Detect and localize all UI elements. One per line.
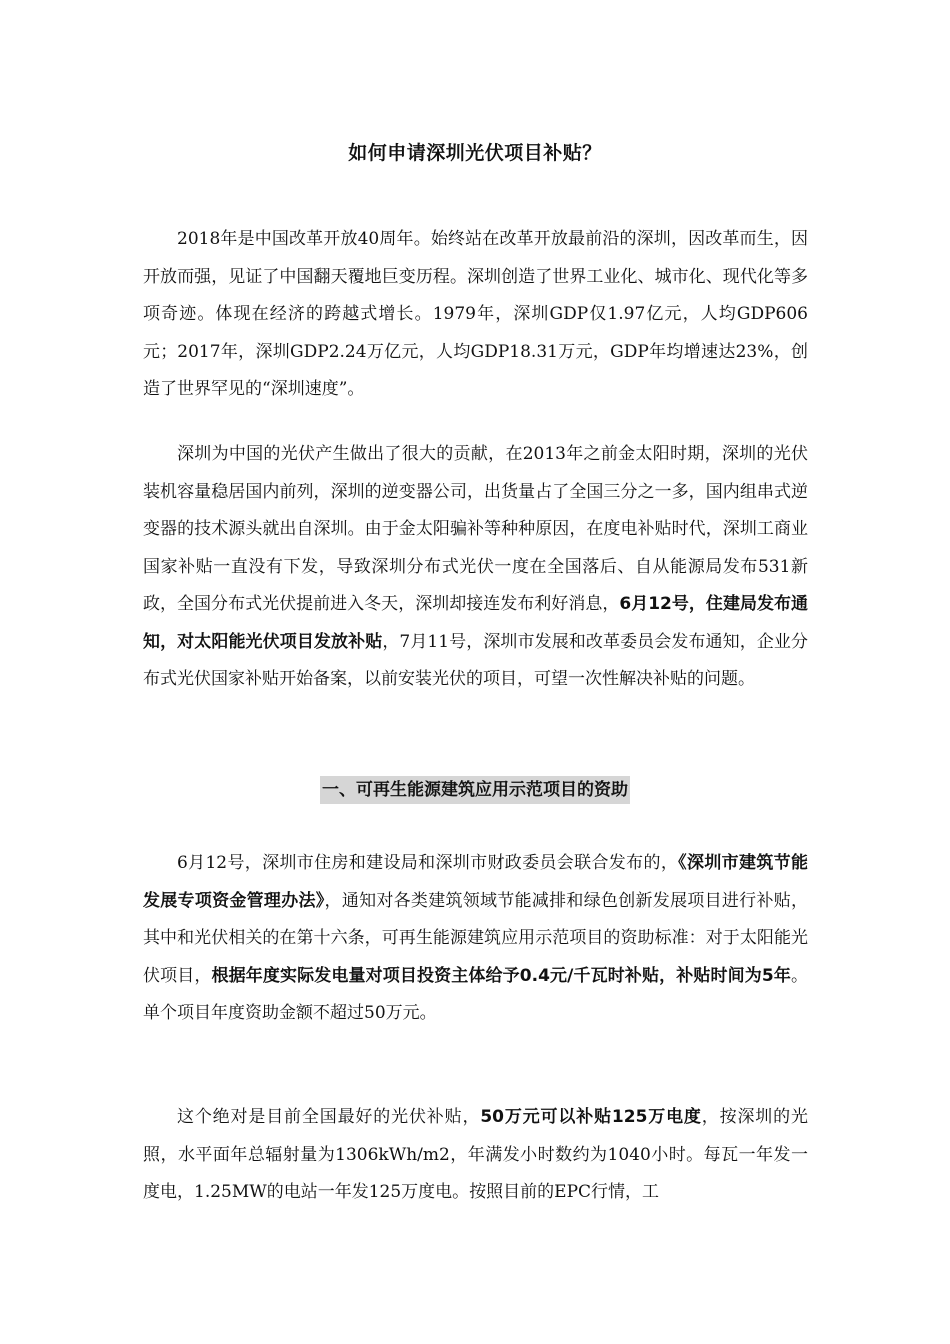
paragraph-intro: 2018年是中国改革开放40周年。始终站在改革开放最前沿的深圳，因改革而生，因开放而强，见证了中国翻天覆地巨变历程。深圳创造了世界工业化、城市化、现代化等多项奇迹。体现在经济的跨越式增长。1979年，深圳GDP仅1.97亿元，人均GDP606元；2017年，深圳GDP2.24万亿元，人均GDP18.31万元，GDP年均增速达23%，创造了世界罕见的“深圳速度”。 <box>143 229 808 399</box>
paragraph-text: 6月12号，深圳市住房和建设局和深圳市财政委员会联合发布的， <box>177 853 679 873</box>
section-heading: 一、可再生能源建筑应用示范项目的资助 <box>320 776 630 804</box>
paragraph-text: ，按深圳的光照，水平面年总辐射量为1306kWh/m2，年满发小时数约为1040小时。每瓦一年发一度电，1.25MW的电站一年发125万度电。按照目前的EPC行情，工 <box>143 1107 808 1202</box>
section-heading-wrapper <box>0 776 950 804</box>
document-title: 如何申请深圳光伏项目补贴？ <box>348 142 602 164</box>
paragraph-subsidy-analysis <box>143 1099 808 1212</box>
bold-highlight: 根据年度实际发电量对项目投资主体给予0.4元/千瓦时补贴，补贴时间为5年 <box>211 965 792 986</box>
paragraph-text: ，通知对各类建筑领域节能减排和绿色创新发展项目进行补贴，其中和光伏相关的在第十六条，可再生能源建筑应用示范项目的资助标准：对于太阳能光伏项目， <box>143 890 809 986</box>
paragraph-subsidy-policy <box>143 845 808 1033</box>
bold-highlight: 《深圳市建筑节能发展专项资金管理办法》 <box>143 853 808 911</box>
paragraph-text: 这个绝对是目前全国最好的光伏补贴， <box>177 1107 481 1127</box>
paragraph-text: ，7月11号，深圳市发展和改革委员会发布通知，企业分布式光伏国家补贴开始备案，以前安装光伏的项目，可望一次性解决补贴的问题。 <box>143 631 808 689</box>
paragraph-text: 。单个项目年度资助金额不超过50万元。 <box>143 965 809 1023</box>
bold-highlight: 6月12号，住建局发布通知，对太阳能光伏项目发放补贴 <box>143 594 808 652</box>
paragraph-text: 深圳为中国的光伏产生做出了很大的贡献，在2013年之前金太阳时期，深圳的光伏装机容量稳居国内前列，深圳的逆变器公司，出货量占了全国三分之一多，国内组串式逆变器的技术源头就出自深圳。由于金太阳骗补等种种原因，在度电补贴时代，深圳工商业国家补贴一直没有下发，导致深圳分布式光伏一度在全国落后、自从能源局发布531新政，全国分布式光伏提前进入冬天，深圳却接连发布利好消息， <box>143 444 808 614</box>
bold-highlight: 50万元可以补贴125万电度 <box>480 1107 702 1127</box>
paragraph-shenzhen-solar <box>143 436 808 699</box>
